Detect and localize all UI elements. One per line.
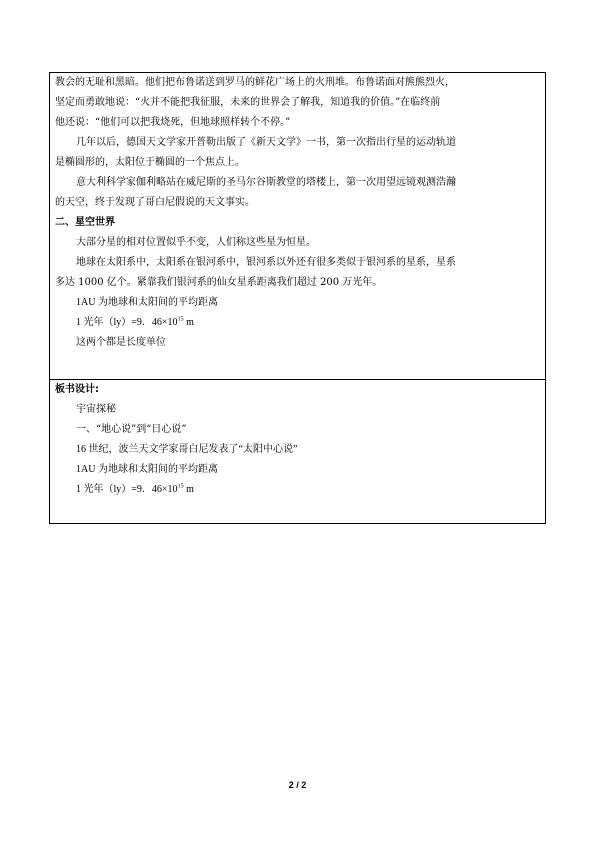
page-number: 2 / 2	[288, 780, 307, 790]
board-line: 一、“地心说”到“日心说”	[76, 424, 187, 435]
paragraph-line: 多达 1000 亿个。紧靠我们银河系的仙女星系距离我们超过 200 万光年。	[55, 277, 383, 288]
paragraph-line: 1AU 为地球和太阳间的平均距离	[76, 297, 218, 308]
section-heading: 二、星空世界	[55, 217, 115, 228]
paragraph-line: 这两个都是长度单位	[76, 337, 166, 348]
formula-unit: m	[183, 317, 194, 328]
board-formula-line	[55, 480, 540, 500]
paragraph-line: 的天空，终于发现了哥白尼假说的天文事实。	[55, 197, 255, 208]
board-row	[50, 380, 546, 524]
paragraph-line: 坚定而勇敢地说：“火并不能把我征服，未来的世界会了解我，知道我的价值。”在临终前	[55, 97, 441, 108]
paragraph-line: 教会的无耻和黑暗。他们把布鲁诺送到罗马的鲜花广场上的火刑堆。布鲁诺面对熊熊烈火，	[55, 77, 455, 88]
content-cell	[50, 73, 546, 380]
lesson-table	[49, 72, 546, 524]
content-row	[50, 73, 546, 380]
paragraph-line: 几年以后，德国天文学家开普勒出版了《新天文学》一书，第一次指出行星的运动轨道	[76, 137, 456, 148]
formula-line	[55, 313, 540, 333]
formula-exponent: 15	[177, 483, 184, 490]
paragraph-line: 他还说：“他们可以把我烧死，但地球照样转个不停。”	[55, 117, 291, 128]
formula-exponent: 15	[177, 316, 184, 323]
paragraph-line: 大部分星的相对位置似乎不变，人们称这些星为恒星。	[76, 237, 316, 248]
formula-base: 1 光年（ly）=9．46×10	[76, 484, 178, 495]
board-cell	[50, 380, 546, 524]
board-line: 宇宙探秘	[76, 404, 116, 415]
formula-unit: m	[183, 484, 194, 495]
paragraph-line: 意大利科学家伽利略站在威尼斯的圣马尔谷斯教堂的塔楼上，第一次用望远镜观测浩瀚	[76, 177, 456, 188]
board-heading: 板书设计:	[55, 384, 99, 395]
board-line: 16 世纪，波兰天文学家哥白尼发表了“太阳中心说”	[76, 444, 298, 455]
paragraph-line: 是椭圆形的，太阳位于椭圆的一个焦点上。	[55, 157, 245, 168]
formula-base: 1 光年（ly）=9．46×10	[76, 317, 178, 328]
board-line: 1AU 为地球和太阳间的平均距离	[76, 464, 218, 475]
paragraph-line: 地球在太阳系中，太阳系在银河系中，银河系以外还有很多类似于银河系的星系，星系	[76, 257, 456, 268]
